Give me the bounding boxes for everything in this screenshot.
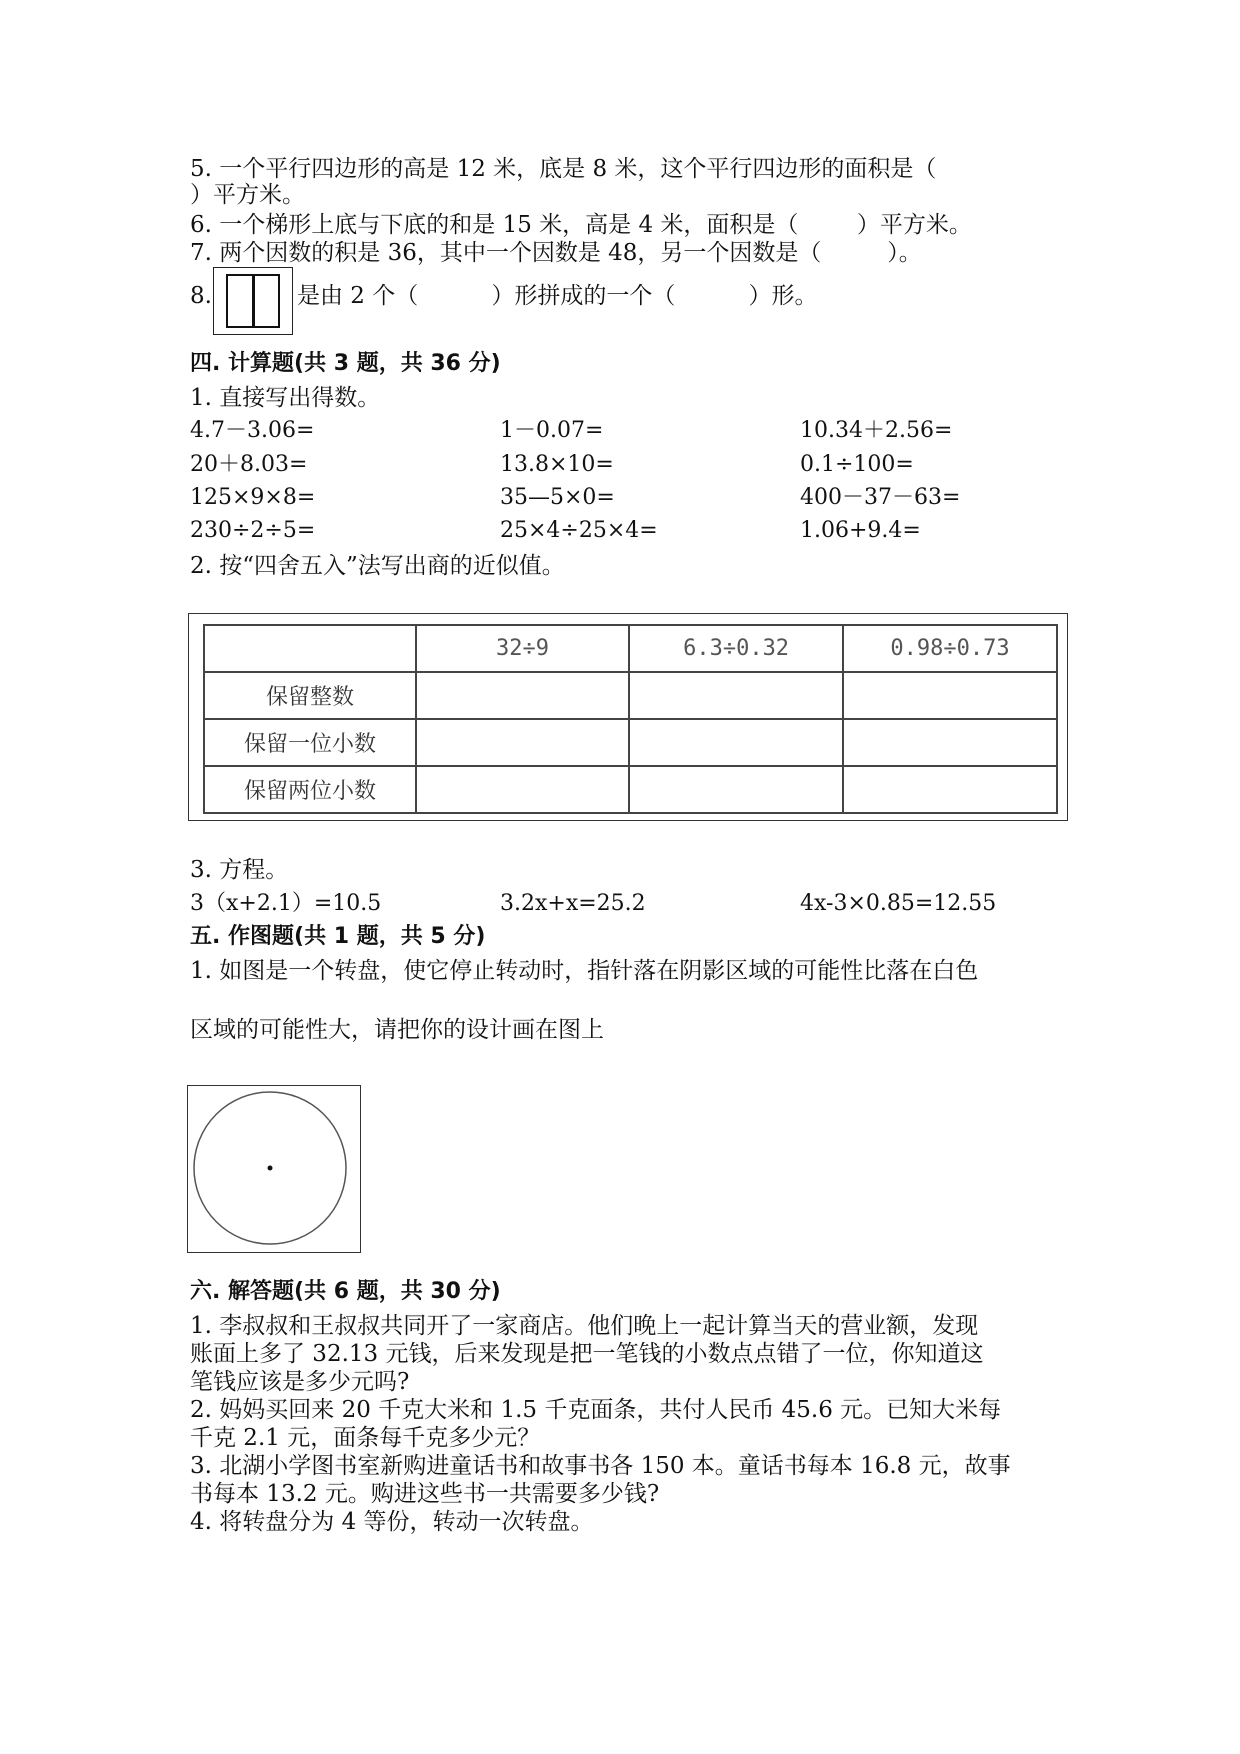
problem-line: 3. 北湖小学图书室新购进童话书和故事书各 150 本。童话书每本 16.8 元，故事 bbox=[190, 1453, 1011, 1479]
calc-item: 4.7－3.06= bbox=[190, 418, 315, 443]
approximation-table bbox=[203, 624, 1058, 814]
calc-q2-title: 2. 按“四舍五入”法写出商的近似值。 bbox=[190, 553, 565, 579]
answer-cell bbox=[629, 719, 843, 766]
problem-line: 千克 2.1 元，面条每千克多少元？ bbox=[190, 1425, 541, 1451]
answer-cell bbox=[843, 719, 1057, 766]
table-header-cell: 0.98÷0.73 bbox=[843, 625, 1057, 672]
table-header-cell: 32÷9 bbox=[416, 625, 629, 672]
problem-line: 账面上多了 32.13 元钱，后来发现是把一笔钱的小数点点错了一位，你知道这 bbox=[190, 1341, 984, 1367]
calc-item: 20＋8.03= bbox=[190, 452, 308, 477]
answer-cell bbox=[843, 672, 1057, 719]
calc-item: 13.8×10= bbox=[500, 452, 614, 477]
calc-item: 25×4÷25×4= bbox=[500, 518, 658, 543]
section-6-heading: 六. 解答题(共 6 题，共 30 分) bbox=[190, 1279, 501, 1304]
question-5-line-2: ）平方米。 bbox=[190, 182, 305, 208]
table-row bbox=[204, 672, 1057, 719]
spinner-center-dot bbox=[268, 1166, 273, 1171]
table-row-label: 保留两位小数 bbox=[204, 766, 416, 813]
table-row-label: 保留一位小数 bbox=[204, 719, 416, 766]
equation: 3（x+2.1）=10.5 bbox=[190, 891, 382, 916]
problem-line: 2. 妈妈买回来 20 千克大米和 1.5 千克面条，共付人民币 45.6 元。已知大米每 bbox=[190, 1397, 1002, 1423]
drawing-q1-line-2: 区域的可能性大，请把你的设计画在图上 bbox=[190, 1017, 604, 1043]
calc-item: 1.06+9.4= bbox=[800, 518, 921, 543]
calc-item: 1－0.07= bbox=[500, 418, 604, 443]
problem-line: 书每本 13.2 元。购进这些书一共需要多少钱? bbox=[190, 1481, 660, 1507]
question-7: 7. 两个因数的积是 36，其中一个因数是 48，另一个因数是（ ）。 bbox=[190, 240, 922, 266]
table-corner-cell bbox=[204, 625, 416, 672]
question-8-text: 是由 2 个（ ）形拼成的一个（ ）形。 bbox=[297, 283, 818, 309]
table-header-row bbox=[204, 625, 1057, 672]
question-5-line-1: 5. 一个平行四边形的高是 12 米，底是 8 米，这个平行四边形的面积是（ bbox=[190, 156, 937, 182]
answer-cell bbox=[843, 766, 1057, 813]
approximation-table-frame bbox=[188, 613, 1068, 821]
equation: 4x-3×0.85=12.55 bbox=[800, 891, 997, 916]
calc-item: 400－37－63= bbox=[800, 485, 961, 510]
question-8-number: 8. bbox=[190, 283, 212, 309]
table-header-cell: 6.3÷0.32 bbox=[629, 625, 843, 672]
answer-cell bbox=[629, 766, 843, 813]
table-row-label: 保留整数 bbox=[204, 672, 416, 719]
calc-item: 230÷2÷5= bbox=[190, 518, 316, 543]
spinner-drawing bbox=[188, 1086, 359, 1251]
calc-q3-title: 3. 方程。 bbox=[190, 857, 289, 883]
section-4-heading: 四. 计算题(共 3 题，共 36 分) bbox=[190, 351, 501, 376]
calc-item: 10.34＋2.56= bbox=[800, 418, 953, 443]
two-rectangles-figure bbox=[213, 267, 293, 335]
calc-q1-title: 1. 直接写出得数。 bbox=[190, 385, 381, 411]
table-row bbox=[204, 766, 1057, 813]
question-6: 6. 一个梯形上底与下底的和是 15 米，高是 4 米，面积是（ ）平方米。 bbox=[190, 212, 972, 238]
problem-line: 1. 李叔叔和王叔叔共同开了一家商店。他们晚上一起计算当天的营业额，发现 bbox=[190, 1313, 979, 1339]
answer-cell bbox=[416, 766, 629, 813]
answer-cell bbox=[416, 719, 629, 766]
answer-cell bbox=[416, 672, 629, 719]
calc-item: 35—5×0= bbox=[500, 485, 615, 510]
table-row bbox=[204, 719, 1057, 766]
calc-item: 0.1÷100= bbox=[800, 452, 914, 477]
drawing-q1-line-1: 1. 如图是一个转盘，使它停止转动时，指针落在阴影区域的可能性比落在白色 bbox=[190, 958, 979, 984]
equation: 3.2x+x=25.2 bbox=[500, 891, 646, 916]
rectangle-divider bbox=[252, 274, 255, 328]
section-5-heading: 五. 作图题(共 1 题，共 5 分) bbox=[190, 924, 486, 949]
calc-item: 125×9×8= bbox=[190, 485, 316, 510]
spinner-figure bbox=[187, 1085, 361, 1253]
problem-line: 4. 将转盘分为 4 等份，转动一次转盘。 bbox=[190, 1509, 594, 1535]
problem-line: 笔钱应该是多少元吗? bbox=[190, 1369, 410, 1395]
answer-cell bbox=[629, 672, 843, 719]
